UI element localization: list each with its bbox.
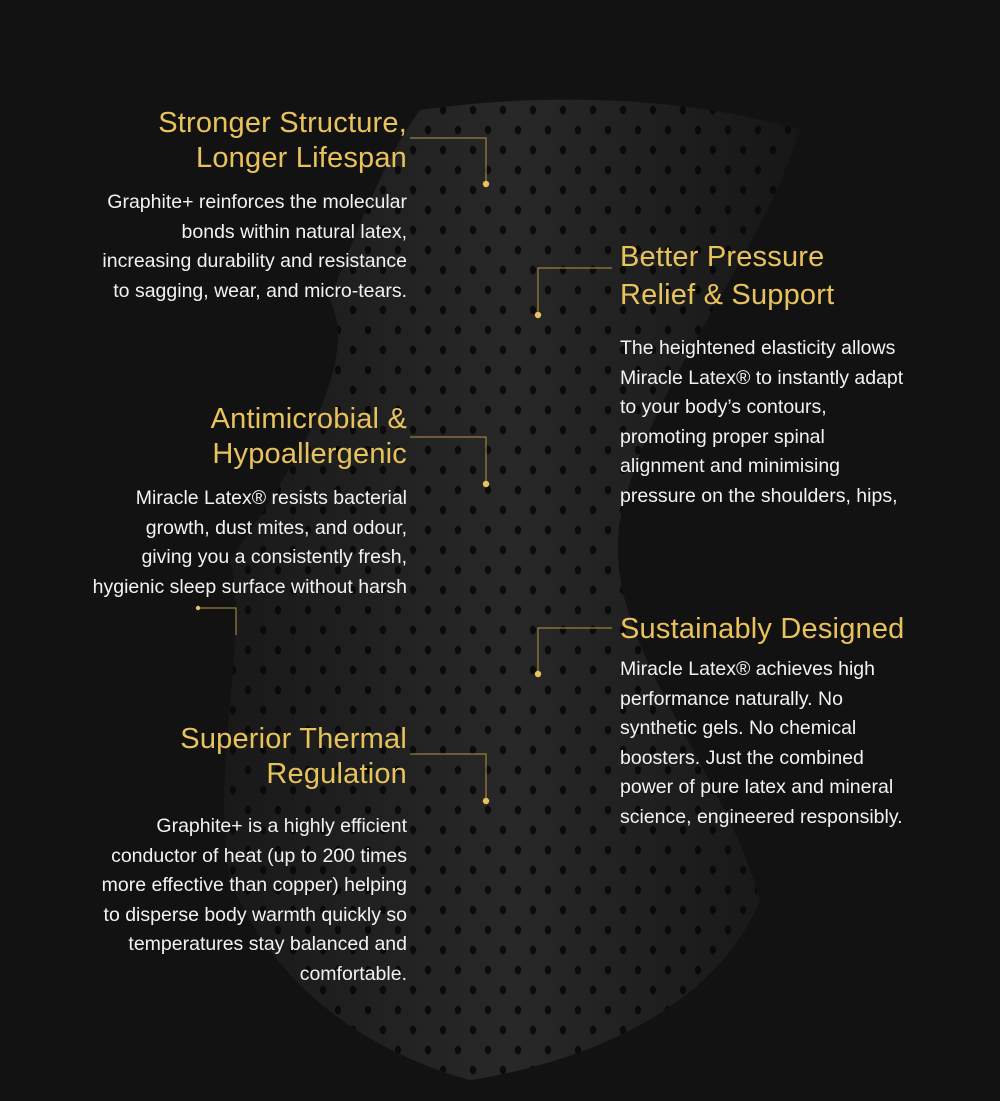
body-line: Miracle Latex® to instantly adapt <box>620 366 904 389</box>
body-line: comfortable. <box>299 962 407 985</box>
feature-description <box>620 334 990 512</box>
feature-description <box>0 812 407 990</box>
body-line: Graphite+ is a highly efficient <box>156 815 407 837</box>
body-line: more effective than copper) helping <box>101 874 407 897</box>
feature-thermal-regulation <box>0 722 407 990</box>
feature-heading <box>0 722 407 792</box>
body-line: science, engineered responsibly. <box>620 805 903 828</box>
heading-line: Regulation <box>266 758 407 790</box>
feature-description <box>0 484 407 602</box>
heading-line: Better Pressure <box>620 241 825 273</box>
body-line: conductor of heat (up to 200 times <box>111 844 407 867</box>
body-line: alignment and minimising <box>620 455 841 478</box>
body-line: synthetic gels. No chemical <box>620 717 857 740</box>
body-line: performance naturally. No <box>620 687 843 710</box>
feature-structure <box>0 106 407 306</box>
body-line: boosters. Just the combined <box>620 746 864 769</box>
feature-heading <box>620 612 990 647</box>
body-line: promoting proper spinal <box>620 425 825 448</box>
body-line: to disperse body warmth quickly so <box>103 903 407 926</box>
heading-line: Sustainably Designed <box>620 613 905 645</box>
body-line: Graphite+ reinforces the molecular <box>107 191 407 213</box>
heading-line: Antimicrobial & <box>210 403 407 435</box>
body-line: giving you a consistently fresh, <box>141 546 407 569</box>
heading-line: Relief & Support <box>620 279 835 311</box>
body-line: bonds within natural latex, <box>181 220 407 243</box>
body-line: Miracle Latex® achieves high <box>620 658 875 680</box>
feature-description <box>0 188 407 306</box>
body-line: pressure on the shoulders, hips, <box>620 484 898 507</box>
feature-heading <box>0 402 407 472</box>
body-line: Miracle Latex® resists bacterial <box>135 487 407 509</box>
heading-line: Stronger Structure, <box>158 107 407 139</box>
feature-heading <box>0 106 407 176</box>
feature-heading <box>620 238 990 314</box>
heading-line: Superior Thermal <box>180 723 407 755</box>
body-line: power of pure latex and mineral <box>620 776 894 799</box>
body-line: increasing durability and resistance <box>102 250 407 273</box>
heading-line: Hypoallergenic <box>212 438 407 470</box>
body-line: The heightened elasticity allows <box>620 337 896 359</box>
heading-line: Longer Lifespan <box>196 142 407 174</box>
feature-antimicrobial <box>0 402 407 602</box>
feature-description <box>620 655 990 833</box>
body-line: to sagging, wear, and micro-tears. <box>113 279 407 302</box>
body-line: hygienic sleep surface without harsh <box>92 575 407 598</box>
body-line: temperatures stay balanced and <box>128 933 407 956</box>
body-line: growth, dust mites, and odour, <box>145 516 407 539</box>
feature-sustainability <box>620 612 990 833</box>
body-line: to your body’s contours, <box>620 396 827 419</box>
feature-pressure-relief <box>620 238 990 512</box>
